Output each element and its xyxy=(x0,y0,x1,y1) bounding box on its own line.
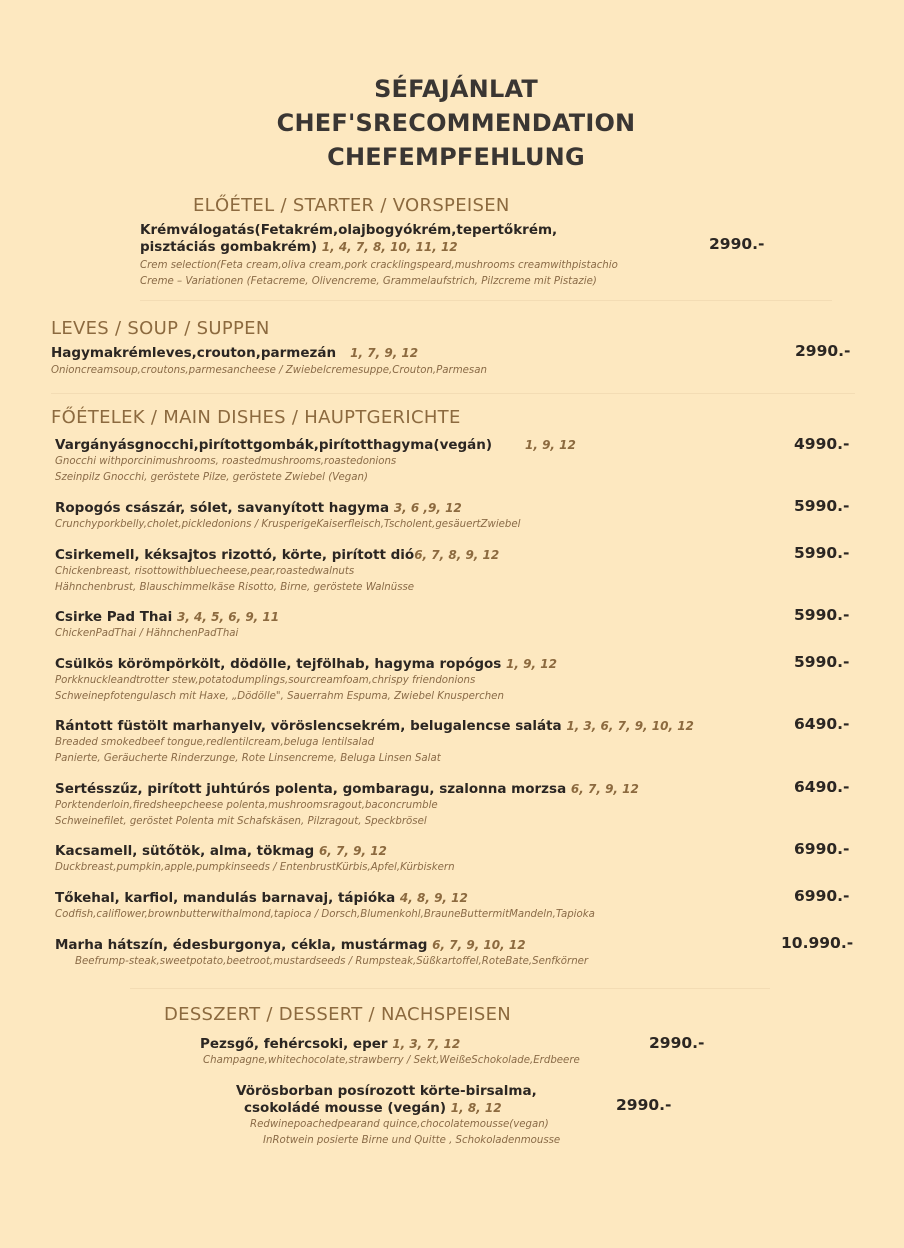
dish-name-row xyxy=(55,547,499,564)
allergens: 6, 7, 9, 12 xyxy=(570,782,639,796)
dish-name-row xyxy=(55,718,694,735)
dish-name-row xyxy=(55,609,279,626)
allergens: 1, 4, 7, 8, 10, 11, 12 xyxy=(321,240,458,254)
dish-description-de: Hähnchenbrust, Blauschimmelkäse Risotto, Birne, geröstete Walnüsse xyxy=(55,582,415,593)
price: 2990.- xyxy=(795,342,851,360)
allergens: 1, 9, 12 xyxy=(524,438,576,452)
allergens: 1, 8, 12 xyxy=(450,1101,502,1115)
dish-name: Csirkemell, kéksajtos rizottó, körte, pirított dió xyxy=(55,547,415,563)
dish-description-en: Crem selection(Feta cream,oliva cream,pork cracklingspeard,mushrooms creamwithpistachio xyxy=(140,260,618,271)
price: 6990.- xyxy=(794,840,850,858)
dish-name-row xyxy=(55,500,521,517)
dish-name-row xyxy=(200,1036,580,1053)
section-heading-soup: LEVES / SOUP / SUPPEN xyxy=(51,318,270,339)
dish-name: Tőkehal, karfiol, mandulás barnavaj, tápióka xyxy=(55,890,396,906)
dish-description: Codfish,califlower,brownbutterwithalmond,tapioca / Dorsch,Blumenkohl,BrauneButtermitMandeln,Tapioka xyxy=(55,909,595,920)
dish-name-row xyxy=(55,437,576,454)
menu-item xyxy=(55,500,521,533)
dish-description: Crunchyporkbelly,cholet,pickledonions / KrusperigeKaiserfleisch,Tscholent,gesäuertZwiebel xyxy=(55,519,521,530)
divider xyxy=(130,988,770,989)
price: 5990.- xyxy=(794,653,850,671)
dish-name: Csülkös körömpörkölt, dödölle, tejfölhab, hagyma ropógos xyxy=(55,656,502,672)
dish-name-line2: csokoládé mousse (vegán) xyxy=(244,1100,447,1116)
title-german: CHEFEMPFEHLUNG xyxy=(327,143,585,171)
menu-item xyxy=(55,547,499,596)
allergens: 1, 9, 12 xyxy=(506,657,557,671)
section-heading-dessert: DESSZERT / DESSERT / NACHSPEISEN xyxy=(164,1004,512,1025)
dish-description: Champagne,whitechocolate,strawberry / Sekt,WeißeSchokolade,Erdbeere xyxy=(203,1055,580,1066)
allergens: 3, 4, 5, 6, 9, 11 xyxy=(176,610,280,624)
dish-description: Beefrump-steak,sweetpotato,beetroot,mustardseeds / Rumpsteak,Süßkartoffel,RoteBate,Senfkörner xyxy=(75,956,589,967)
dish-description-en: Porktenderloin,firedsheepcheese polenta,mushroomsragout,baconcrumble xyxy=(55,800,438,811)
dish-name: Pezsgő, fehércsoki, eper xyxy=(200,1036,388,1052)
allergens: 6, 7, 9, 10, 12 xyxy=(432,938,526,952)
dish-name-row xyxy=(55,656,557,673)
page-title xyxy=(0,72,904,174)
dish-description-de: Schweinefilet, geröstet Polenta mit Schafskäsen, Pilzragout, Speckbrösel xyxy=(55,816,427,827)
price: 6490.- xyxy=(794,778,850,796)
price: 6990.- xyxy=(794,887,850,905)
menu-item xyxy=(55,609,279,642)
allergens: 1, 3, 7, 12 xyxy=(392,1037,461,1051)
dish-description: Duckbreast,pumpkin,apple,pumpkinseeds / EntenbrustKürbis,Apfel,Kürbiskern xyxy=(55,862,455,873)
dish-name: Hagymakrémleves,crouton,parmezán xyxy=(51,345,337,361)
menu-item xyxy=(140,222,618,290)
price: 4990.- xyxy=(794,435,850,453)
dish-description-en: Gnocchi withporcinimushrooms, roastedmushrooms,roastedonions xyxy=(55,456,397,467)
dish-name-row xyxy=(55,781,639,798)
dish-name: Marha hátszín, édesburgonya, cékla, mustármag xyxy=(55,937,428,953)
price: 10.990.- xyxy=(781,934,854,952)
menu-item xyxy=(55,890,595,923)
dish-description-en: Redwinepoachedpearand quince,chocolatemousse(vegan) xyxy=(250,1119,549,1130)
price: 2990.- xyxy=(709,235,765,253)
dish-description-de: Panierte, Geräucherte Rinderzunge, Rote Linsencreme, Beluga Linsen Salat xyxy=(55,753,441,764)
section-heading-main: FŐÉTELEK / MAIN DISHES / HAUPTGERICHTE xyxy=(51,407,461,428)
allergens: 4, 8, 9, 12 xyxy=(399,891,468,905)
title-english: CHEF'SRECOMMENDATION xyxy=(276,109,636,137)
allergens: 1, 3, 6, 7, 9, 10, 12 xyxy=(566,719,694,733)
menu-item xyxy=(55,656,557,705)
dish-name-line2: pisztáciás gombakrém) xyxy=(140,239,318,255)
menu-item xyxy=(55,781,639,830)
dish-name: Kacsamell, sütőtök, alma, tökmag xyxy=(55,843,315,859)
dish-description-en: Breaded smokedbeef tongue,redlentilcream,beluga lentilsalad xyxy=(55,737,375,748)
dish-name: Vargányásgnocchi,pirítottgombák,pirítotthagyma(vegán) xyxy=(55,437,493,453)
dish-description-de: InRotwein posierte Birne und Quitte , Schokoladenmousse xyxy=(263,1135,561,1146)
dish-description-de: Creme – Variationen (Fetacreme, Olivencreme, Grammelaufstrich, Pilzcreme mit Pistazie) xyxy=(140,276,597,287)
section-heading-starter: ELŐÉTEL / STARTER / VORSPEISEN xyxy=(193,195,510,216)
menu-item xyxy=(200,1036,580,1069)
dish-name: Rántott füstölt marhanyelv, vöröslencsekrém, belugalencse saláta xyxy=(55,718,562,734)
dish-name-row xyxy=(51,345,487,362)
divider xyxy=(51,393,855,394)
menu-item xyxy=(55,937,588,970)
dish-name: Vörösborban posírozott körte-birsalma, xyxy=(236,1083,537,1099)
dish-description-en: Porkknuckleandtrotter stew,potatodumplings,sourcreamfoam,chrispy friendonions xyxy=(55,675,476,686)
price: 5990.- xyxy=(794,544,850,562)
allergens: 1, 7, 9, 12 xyxy=(350,346,419,360)
dish-name: Krémválogatás(Fetakrém,olajbogyókrém,tepertőkrém, xyxy=(140,222,558,238)
price: 6490.- xyxy=(794,715,850,733)
menu-item xyxy=(55,718,694,767)
dish-description-de: Schweinepfotengulasch mit Haxe, „Dödölle", Sauerrahm Espuma, Zwiebel Knusperchen xyxy=(55,691,504,702)
price: 2990.- xyxy=(649,1034,705,1052)
menu-item xyxy=(55,437,576,486)
dish-description-de: Szeinpilz Gnocchi, geröstete Pilze, geröstete Zwiebel (Vegan) xyxy=(55,472,368,483)
dish-description: ChickenPadThai / HähnchenPadThai xyxy=(55,628,239,639)
dish-name: Ropogós császár, sólet, savanyított hagyma xyxy=(55,500,390,516)
dish-name-row xyxy=(55,937,588,954)
dish-name-row xyxy=(55,890,595,907)
dish-name: Sertésszűz, pirított juhtúrós polenta, gombaragu, szalonna morzsa xyxy=(55,781,567,797)
dish-description: Onioncreamsoup,croutons,parmesancheese / Zwiebelcremesuppe,Crouton,Parmesan xyxy=(51,365,487,376)
price: 5990.- xyxy=(794,606,850,624)
allergens: 6, 7, 8, 9, 12 xyxy=(414,548,500,562)
title-hungarian: SÉFAJÁNLAT xyxy=(374,75,538,103)
dish-name-row xyxy=(55,843,455,860)
dish-name: Csirke Pad Thai xyxy=(55,609,173,625)
menu-item xyxy=(236,1083,560,1149)
allergens: 3, 6 ,9, 12 xyxy=(393,501,462,515)
menu-item xyxy=(55,843,455,876)
divider xyxy=(140,300,832,301)
dish-description-en: Chickenbreast, risottowithbluecheese,pear,roastedwalnuts xyxy=(55,566,355,577)
price: 2990.- xyxy=(616,1096,672,1114)
dish-name-cont xyxy=(140,239,618,256)
allergens: 6, 7, 9, 12 xyxy=(318,844,387,858)
menu-item xyxy=(51,345,487,379)
dish-name-cont xyxy=(244,1100,560,1117)
price: 5990.- xyxy=(794,497,850,515)
